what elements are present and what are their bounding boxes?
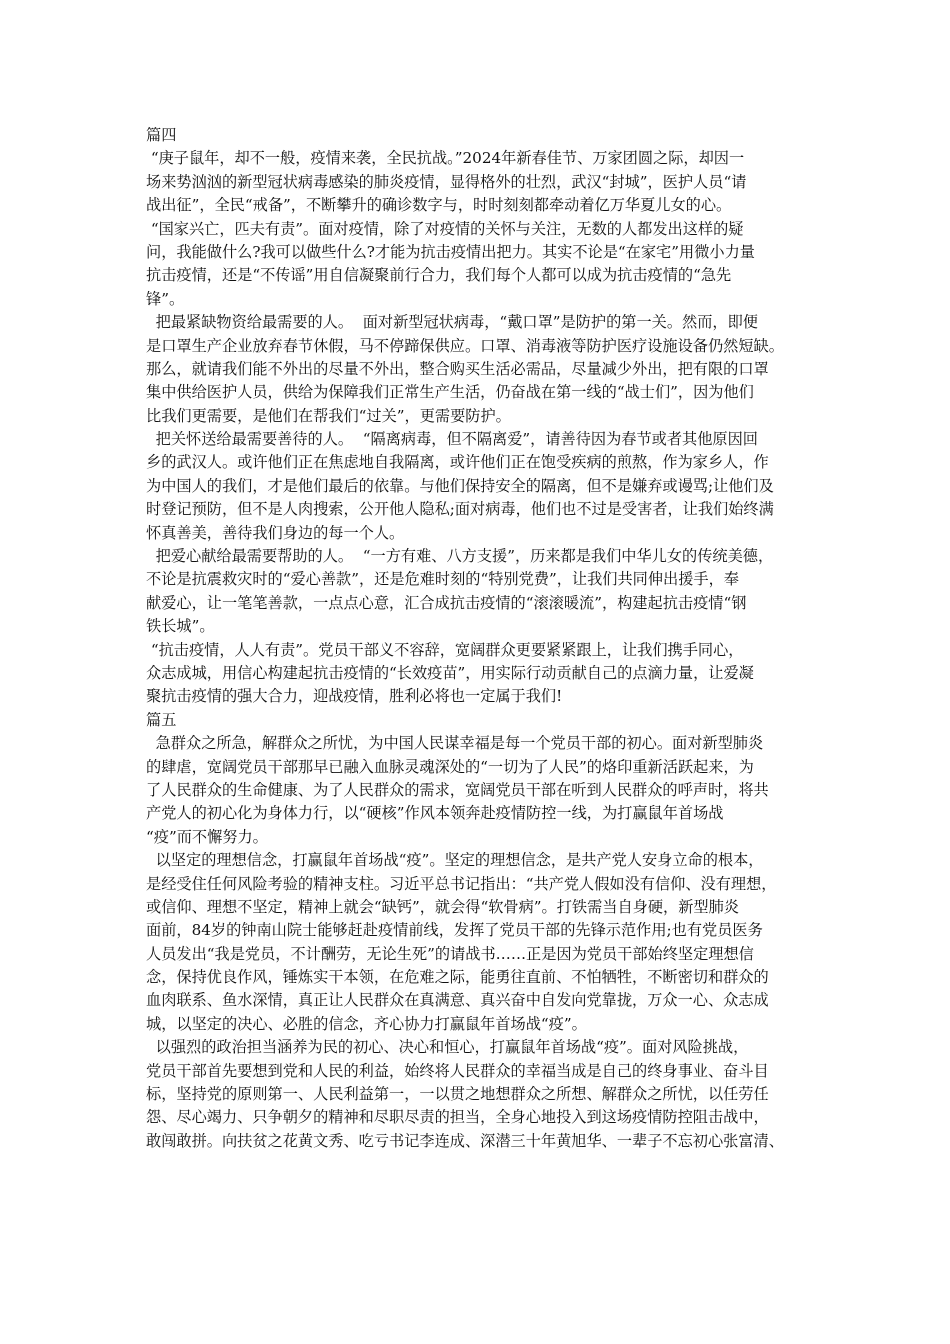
paragraph: [146, 218, 811, 312]
paragraph: [146, 1036, 811, 1153]
text-line: 标，坚持党的原则第一、人民利益第一，一以贯之地想群众之所想、解群众之所忧，以任劳任: [146, 1085, 769, 1104]
text-line: 是经受住任何风险考验的精神支柱。习近平总书记指出：“共产党人假如没有信仰、没有理想，: [146, 874, 777, 893]
text-line: 的肆虐，宽阔党员干部那早已融入血脉灵魂深处的“一切为了人民”的烙印重新活跃起来，为: [146, 757, 754, 776]
section-heading: 篇四: [146, 126, 177, 144]
text-line: “庚子鼠年，却不一般，疫情来袭，全民抗战。”2024年新春佳节、万家团圆之际，却因一: [146, 149, 745, 168]
paragraph: [146, 147, 811, 217]
text-line: 战出征”，全民“戒备”，不断攀升的确诊数字与，时时刻刻都牵动着亿万华夏儿女的心。: [146, 196, 732, 215]
document-page: [146, 124, 811, 1153]
text-line: 了人民群众的生命健康、为了人民群众的需求，宽阔党员干部在听到人民群众的呼声时，将共: [146, 780, 769, 799]
text-line: 铁长城”。: [146, 617, 215, 636]
text-line: 产党人的初心化为身体力行，以“硬核”作风本领奔赴疫情防控一线，为打赢鼠年首场战: [146, 804, 724, 823]
text-line: 以坚定的理想信念，打赢鼠年首场战“疫”。坚定的理想信念，是共产党人安身立命的根本，: [146, 851, 764, 870]
text-line: 敢闯敢拼。向扶贫之花黄文秀、吃亏书记李连成、深潜三十年黄旭华、一辈子不忘初心张富清、: [146, 1131, 784, 1150]
text-line: 党员干部首先要想到党和人民的利益，始终将人民群众的幸福当成是自己的终身事业、奋斗目: [146, 1061, 769, 1080]
text-line: 把最紧缺物资给最需要的人。 面对新型冠状病毒，“戴口罩”是防护的第一关。然而，即便: [146, 313, 758, 332]
paragraph: [146, 639, 811, 709]
paragraph: [146, 428, 811, 545]
text-line: “抗击疫情，人人有责”。党员干部义不容辞，宽阔群众更要紧紧跟上，让我们携手同心，: [146, 640, 744, 659]
text-line: 怨、尽心竭力、只争朝夕的精神和尽职尽责的担当，全身心地投入到这场疫情防控阻击战中，: [146, 1108, 769, 1127]
paragraph: [146, 311, 811, 428]
section-heading: 篇五: [146, 710, 177, 729]
text-line: 是口罩生产企业放弃春节休假，马不停蹄保供应。口罩、消毒液等防护医疗设施设备仍然短缺。: [146, 336, 784, 355]
text-line: 把关怀送给最需要善待的人。 “隔离病毒，但不隔离爱”，请善待因为春节或者其他原因回: [146, 430, 758, 449]
text-line: 以强烈的政治担当涵养为民的初心、决心和恒心，打赢鼠年首场战“疫”。面对风险挑战，: [146, 1038, 749, 1057]
text-line: 那么，就请我们能不外出的尽量不外出，整合购买生活必需品，尽量减少外出，把有限的口罩: [146, 359, 769, 378]
text-line: 集中供给医护人员，供给为保障我们正常生产生活，仍奋战在第一线的“战士们”，因为他们: [146, 383, 754, 402]
text-line: 面前，84岁的钟南山院士能够赶赴疫情前线，发挥了党员干部的先锋示范作用;也有党员医务: [146, 921, 763, 940]
text-line: “国家兴亡，匹夫有责”。面对疫情，除了对疫情的关怀与关注，无数的人都发出这样的疑: [146, 219, 744, 238]
text-line: 不论是抗震救灾时的“爱心善款”，还是危难时刻的“特别党费”，让我们共同伸出援手，奉: [146, 570, 739, 589]
text-line: 怀真善美，善待我们身边的每一个人。: [146, 523, 405, 542]
text-line: 念，保持优良作风，锤炼实干本领，在危难之际，能勇往直前、不怕牺牲，不断密切和群众的: [146, 968, 769, 987]
paragraph: [146, 545, 811, 639]
paragraph: [146, 732, 811, 849]
text-line: “疫”而不懈努力。: [146, 827, 268, 846]
text-line: 或信仰、理想不坚定，精神上就会“缺钙”，就会得“软骨病”。打铁需当自身硬，新型肺炎: [146, 897, 739, 916]
text-line: 问，我能做什么?我可以做些什么?才能为抗击疫情出把力。其实不论是“在家宅”用微小力量: [146, 242, 755, 261]
text-line: 抗击疫情，还是“不传谣”用自信凝聚前行合力，我们每个人都可以成为抗击疫情的“急先: [146, 266, 732, 285]
text-line: 献爱心，让一笔笔善款，一点点心意，汇合成抗击疫情的“滚滚暖流”，构建起抗击疫情“钢: [146, 593, 747, 612]
text-line: 人员发出“我是党员，不计酬劳，无论生死”的请战书……正是因为党员干部始终坚定理想信: [146, 944, 754, 963]
text-line: 场来势汹汹的新型冠状病毒感染的肺炎疫情，显得格外的壮烈，武汉“封城”，医护人员“请: [146, 172, 747, 191]
text-line: 把爱心献给最需要帮助的人。 “一方有难、八方支援”，历来都是我们中华儿女的传统美德，: [146, 547, 774, 566]
text-line: 血肉联系、鱼水深情，真正让人民群众在真满意、真兴奋中自发向党靠拢，万众一心、众志成: [146, 991, 769, 1010]
text-line: 乡的武汉人。或许他们正在焦虑地自我隔离，或许他们正在饱受疾病的煎熬，作为家乡人，作: [146, 453, 769, 472]
text-line: 急群众之所急，解群众之所忧，为中国人民谋幸福是每一个党员干部的初心。面对新型肺炎: [146, 734, 764, 753]
text-line: 锋”。: [146, 289, 185, 308]
text-line: 聚抗击疫情的强大合力，迎战疫情，胜利必将也一定属于我们!: [146, 687, 563, 706]
text-line: 城，以坚定的决心、必胜的信念，齐心协力打赢鼠年首场战“疫”。: [146, 1014, 587, 1033]
text-line: 比我们更需要，是他们在帮我们“过关”，更需要防护。: [146, 406, 511, 425]
text-line: 为中国人的我们，才是他们最后的依靠。与他们保持安全的隔离，但不是嫌弃或谩骂;让他们及: [146, 476, 774, 495]
text-line: 众志成城，用信心构建起抗击疫情的“长效疫苗”，用实际行动贡献自己的点滴力量，让爱凝: [146, 663, 754, 682]
paragraph: [146, 849, 811, 1036]
text-line: 时登记预防，但不是人肉搜索，公开他人隐私;面对病毒，他们也不过是受害者，让我们始终满: [146, 500, 774, 519]
